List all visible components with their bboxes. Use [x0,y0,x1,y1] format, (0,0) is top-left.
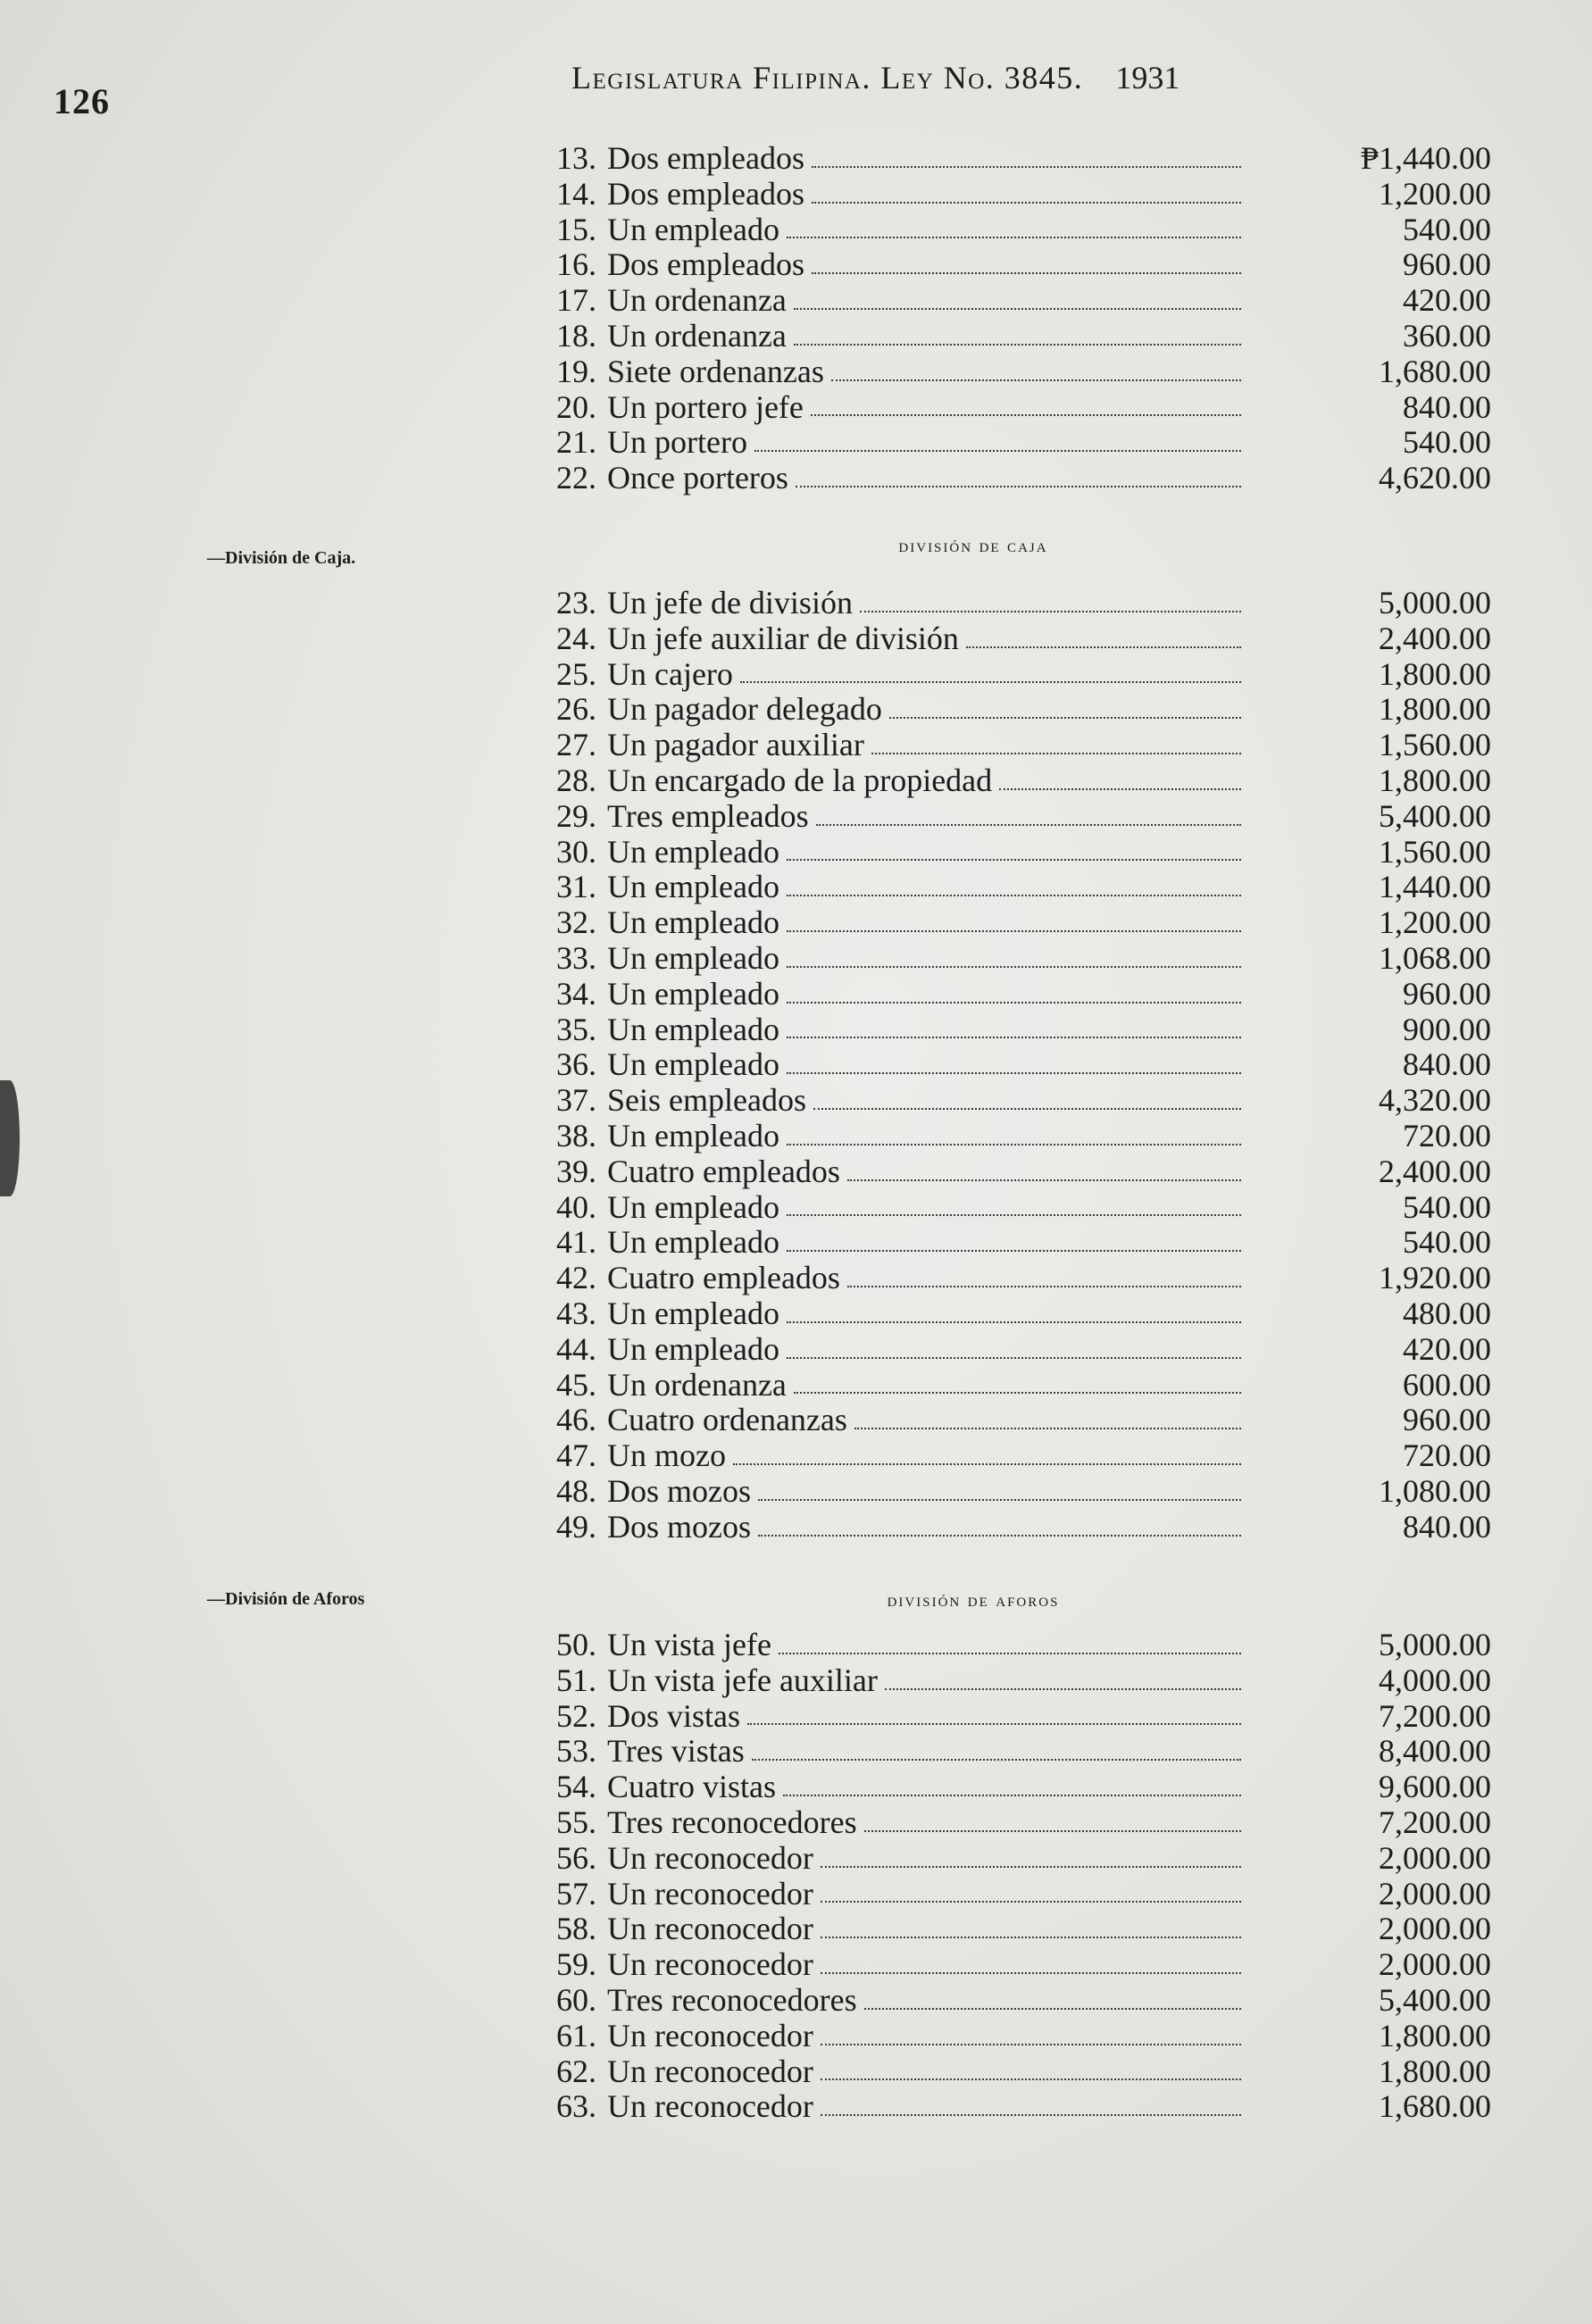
dot-leader [966,643,1241,648]
dot-leader [796,482,1241,487]
dot-leader [787,855,1241,861]
item-description: Un portero [607,424,747,461]
item-description: Un reconocedor [607,1911,813,1947]
item-description: Un pagador auxiliar [607,727,864,763]
dot-leader [740,678,1241,683]
list-item [525,1332,1491,1368]
list-item [525,1947,1491,1983]
dot-leader [821,2111,1241,2116]
list-item [525,692,1491,728]
item-description: Un empleado [607,211,779,247]
item-description: Cuatro vistas [607,1769,776,1805]
item-amount: 4,620.00 [1379,460,1491,496]
list-item [525,1225,1491,1261]
dot-leader [794,304,1241,310]
dot-leader [889,713,1241,719]
dot-leader [787,998,1241,1004]
item-description: Seis empleados [607,1082,806,1119]
list-item [525,1438,1491,1474]
item-number: 62. [556,2053,596,2089]
item-description: Un empleado [607,1046,779,1083]
dot-leader [779,1649,1241,1654]
item-description: Un reconocedor [607,1875,813,1912]
item-description: Un empleado [607,904,779,941]
list-item [525,1083,1491,1119]
list-item [525,1699,1491,1735]
item-amount: 2,000.00 [1379,1839,1491,1876]
item-amount: 960.00 [1403,1402,1491,1438]
list-item [525,390,1491,426]
item-amount: 1,560.00 [1379,727,1491,763]
item-number: 21. [556,424,596,461]
list-item [525,1841,1491,1877]
list-item [525,1663,1491,1699]
item-description: Un empleado [607,1330,779,1367]
item-number: 57. [556,1875,596,1912]
running-title: Legislatura Filipina. Ley No. 3845. [571,60,1084,96]
item-list-caja [525,586,1491,1545]
item-amount: 840.00 [1403,1508,1491,1545]
item-number: 17. [556,282,596,319]
dot-leader [794,340,1241,346]
item-amount: 840.00 [1403,1046,1491,1083]
item-list-continued [525,141,1491,496]
item-amount: 420.00 [1403,282,1491,319]
item-number: 31. [556,869,596,905]
dot-leader [864,1827,1241,1832]
item-description: Cuatro empleados [607,1153,840,1189]
item-number: 25. [556,655,596,692]
item-description: Un empleado [607,1224,779,1261]
item-amount: 600.00 [1403,1366,1491,1403]
item-description: Un empleado [607,939,779,976]
item-description: Once porteros [607,460,788,496]
item-description: Un reconocedor [607,1839,813,1876]
list-item [525,2019,1491,2054]
item-number: 39. [556,1153,596,1189]
dot-leader [747,1720,1241,1725]
item-list-aforos [525,1628,1491,2125]
dot-leader [821,2075,1241,2080]
dot-leader [812,162,1241,168]
dot-leader [813,1104,1241,1110]
dot-leader [821,1897,1241,1903]
dot-leader [821,1969,1241,1974]
item-description: Un empleado [607,1188,779,1225]
item-number: 54. [556,1769,596,1805]
item-amount: 480.00 [1403,1295,1491,1331]
item-number: 13. [556,140,596,176]
item-number: 63. [556,2088,596,2125]
item-description: Dos mozos [607,1508,751,1545]
dot-leader [787,1140,1241,1145]
item-amount: 7,200.00 [1379,1803,1491,1840]
dot-leader [758,1531,1241,1537]
item-number: 40. [556,1188,596,1225]
dot-leader [821,1933,1241,1938]
item-number: 20. [556,388,596,425]
dot-leader [787,927,1241,932]
item-description: Un empleado [607,1011,779,1047]
dot-leader [999,785,1241,790]
item-number: 19. [556,353,596,389]
list-item [525,799,1491,835]
item-number: 22. [556,460,596,496]
dot-leader [821,1862,1241,1868]
item-description: Tres empleados [607,797,809,834]
margin-note-caja: —División de Caja. [207,548,356,568]
list-item [525,621,1491,657]
list-item [525,586,1491,621]
item-description: Dos empleados [607,246,804,283]
section-heading-caja: división de caja [898,534,1048,556]
item-description: Cuatro ordenanzas [607,1402,847,1438]
section-heading-aforos: división de aforos [887,1588,1060,1611]
item-number: 36. [556,1046,596,1083]
item-description: Un empleado [607,833,779,870]
item-amount: 540.00 [1403,211,1491,247]
list-item [525,905,1491,941]
item-amount: 1,080.00 [1379,1472,1491,1509]
item-number: 34. [556,975,596,1012]
item-amount: 1,068.00 [1379,939,1491,976]
list-item [525,870,1491,905]
item-description: Dos mozos [607,1472,751,1509]
dot-leader [787,1211,1241,1216]
list-item [525,212,1491,248]
item-number: 48. [556,1472,596,1509]
list-item [525,1190,1491,1226]
item-number: 53. [556,1733,596,1770]
dot-leader [811,411,1241,416]
item-description: Cuatro empleados [607,1260,840,1296]
item-number: 30. [556,833,596,870]
list-item [525,1734,1491,1770]
item-number: 37. [556,1082,596,1119]
dot-leader [885,1685,1241,1690]
list-item [525,941,1491,977]
item-amount: ₱1,440.00 [1360,140,1491,176]
list-item [525,1628,1491,1663]
item-number: 18. [556,317,596,354]
dot-leader [754,446,1241,452]
item-amount: 1,800.00 [1379,655,1491,692]
running-year: 1931 [1115,60,1180,96]
dot-leader [812,269,1241,274]
item-description: Un empleado [607,1295,779,1331]
list-item [525,1877,1491,1912]
list-item [525,2054,1491,2090]
item-amount: 360.00 [1403,317,1491,354]
item-description: Un ordenanza [607,1366,787,1403]
item-amount: 1,800.00 [1379,691,1491,728]
item-amount: 5,400.00 [1379,797,1491,834]
item-amount: 960.00 [1403,246,1491,283]
item-number: 46. [556,1402,596,1438]
dot-leader [794,1388,1241,1394]
margin-note-aforos: —División de Aforos [207,1589,365,1609]
item-number: 45. [556,1366,596,1403]
dot-leader [847,1282,1241,1287]
list-item [525,1012,1491,1048]
item-amount: 1,680.00 [1379,353,1491,389]
item-amount: 7,200.00 [1379,1697,1491,1734]
item-description: Dos vistas [607,1697,741,1734]
list-item [525,425,1491,461]
item-number: 52. [556,1697,596,1734]
item-amount: 5,400.00 [1379,1981,1491,2018]
list-item [525,1474,1491,1510]
dot-leader [787,233,1241,238]
item-amount: 4,000.00 [1379,1662,1491,1698]
dot-leader [812,198,1241,204]
list-item [525,1296,1491,1332]
list-item [525,247,1491,283]
item-number: 56. [556,1839,596,1876]
item-amount: 1,800.00 [1379,2017,1491,2053]
item-number: 58. [556,1911,596,1947]
item-description: Un portero jefe [607,388,804,425]
item-description: Un vista jefe [607,1627,771,1662]
item-description: Un reconocedor [607,2088,813,2125]
item-number: 38. [556,1117,596,1154]
item-number: 29. [556,797,596,834]
item-number: 43. [556,1295,596,1331]
item-number: 42. [556,1260,596,1296]
dot-leader [787,1033,1241,1038]
item-amount: 900.00 [1403,1011,1491,1047]
dot-leader [787,1318,1241,1323]
item-number: 61. [556,2017,596,2053]
list-item [525,141,1491,177]
item-amount: 5,000.00 [1379,1627,1491,1662]
item-amount: 2,000.00 [1379,1875,1491,1912]
dot-leader [783,1791,1241,1796]
running-head [571,59,1179,96]
item-amount: 2,000.00 [1379,1946,1491,1983]
item-amount: 540.00 [1403,1188,1491,1225]
item-amount: 540.00 [1403,424,1491,461]
item-amount: 9,600.00 [1379,1769,1491,1805]
item-description: Un reconocedor [607,2053,813,2089]
item-amount: 720.00 [1403,1117,1491,1154]
item-description: Dos empleados [607,140,804,176]
item-description: Un jefe de división [607,585,853,621]
list-item [525,835,1491,870]
item-amount: 720.00 [1403,1437,1491,1474]
dot-leader [787,1246,1241,1252]
dot-leader [787,891,1241,896]
dot-leader [821,2040,1241,2045]
item-amount: 1,440.00 [1379,869,1491,905]
item-amount: 1,200.00 [1379,175,1491,212]
item-number: 33. [556,939,596,976]
list-item [525,1912,1491,1947]
item-number: 23. [556,585,596,621]
list-item [525,728,1491,763]
dot-leader [854,1424,1241,1429]
item-amount: 1,800.00 [1379,762,1491,798]
item-description: Un empleado [607,975,779,1012]
item-number: 16. [556,246,596,283]
dot-leader [847,1176,1241,1181]
item-description: Un mozo [607,1437,726,1474]
item-description: Un vista jefe auxiliar [607,1662,878,1698]
item-amount: 2,400.00 [1379,620,1491,656]
list-item [525,1047,1491,1083]
item-description: Un ordenanza [607,282,787,319]
item-amount: 5,000.00 [1379,585,1491,621]
item-amount: 1,800.00 [1379,2053,1491,2089]
dot-leader [787,1069,1241,1074]
list-item [525,1983,1491,2019]
item-amount: 1,680.00 [1379,2088,1491,2125]
list-item [525,354,1491,390]
page-edge-smudge [0,1080,20,1196]
dot-leader [871,749,1241,754]
item-number: 51. [556,1662,596,1698]
item-description: Un reconocedor [607,2017,813,2053]
item-number: 24. [556,620,596,656]
dot-leader [758,1495,1241,1501]
dot-leader [787,962,1241,968]
item-number: 60. [556,1981,596,2018]
list-item [525,1403,1491,1438]
item-number: 59. [556,1946,596,1983]
item-description: Un empleado [607,1117,779,1154]
item-number: 28. [556,762,596,798]
item-description: Un ordenanza [607,317,787,354]
item-number: 41. [556,1224,596,1261]
list-item [525,1510,1491,1545]
dot-leader [831,376,1241,381]
item-amount: 840.00 [1403,388,1491,425]
item-number: 26. [556,691,596,728]
item-number: 35. [556,1011,596,1047]
item-number: 50. [556,1627,596,1662]
dot-leader [864,2004,1241,2010]
dot-leader [733,1460,1241,1465]
list-item [525,283,1491,319]
list-item [525,1368,1491,1404]
list-item [525,1770,1491,1805]
item-number: 55. [556,1803,596,1840]
item-description: Un reconocedor [607,1946,813,1983]
item-amount: 2,000.00 [1379,1911,1491,1947]
item-amount: 1,920.00 [1379,1260,1491,1296]
item-description: Tres vistas [607,1733,745,1770]
dot-leader [860,607,1241,612]
item-description: Tres reconocedores [607,1803,857,1840]
list-item [525,977,1491,1012]
list-item [525,2089,1491,2125]
item-description: Tres reconocedores [607,1981,857,2018]
item-number: 44. [556,1330,596,1367]
item-number: 14. [556,175,596,212]
item-amount: 540.00 [1403,1224,1491,1261]
item-amount: 8,400.00 [1379,1733,1491,1770]
list-item [525,1119,1491,1154]
item-number: 15. [556,211,596,247]
list-item [525,1261,1491,1296]
item-description: Un empleado [607,869,779,905]
item-number: 32. [556,904,596,941]
item-amount: 2,400.00 [1379,1153,1491,1189]
item-description: Un encargado de la propiedad [607,762,993,798]
item-description: Un cajero [607,655,733,692]
item-amount: 960.00 [1403,975,1491,1012]
item-amount: 4,320.00 [1379,1082,1491,1119]
dot-leader [787,1354,1241,1359]
item-description: Dos empleados [607,175,804,212]
list-item [525,1154,1491,1190]
item-amount: 420.00 [1403,1330,1491,1367]
item-amount: 1,200.00 [1379,904,1491,941]
item-amount: 1,560.00 [1379,833,1491,870]
item-description: Siete ordenanzas [607,353,824,389]
list-item [525,1805,1491,1841]
item-number: 47. [556,1437,596,1474]
item-description: Un pagador delegado [607,691,882,728]
list-item [525,177,1491,212]
item-description: Un jefe auxiliar de división [607,620,959,656]
list-item [525,763,1491,799]
list-item [525,657,1491,693]
item-number: 49. [556,1508,596,1545]
list-item [525,319,1491,354]
dot-leader [752,1755,1241,1761]
dot-leader [816,820,1241,826]
list-item [525,461,1491,496]
page-number: 126 [54,81,110,121]
item-number: 27. [556,727,596,763]
